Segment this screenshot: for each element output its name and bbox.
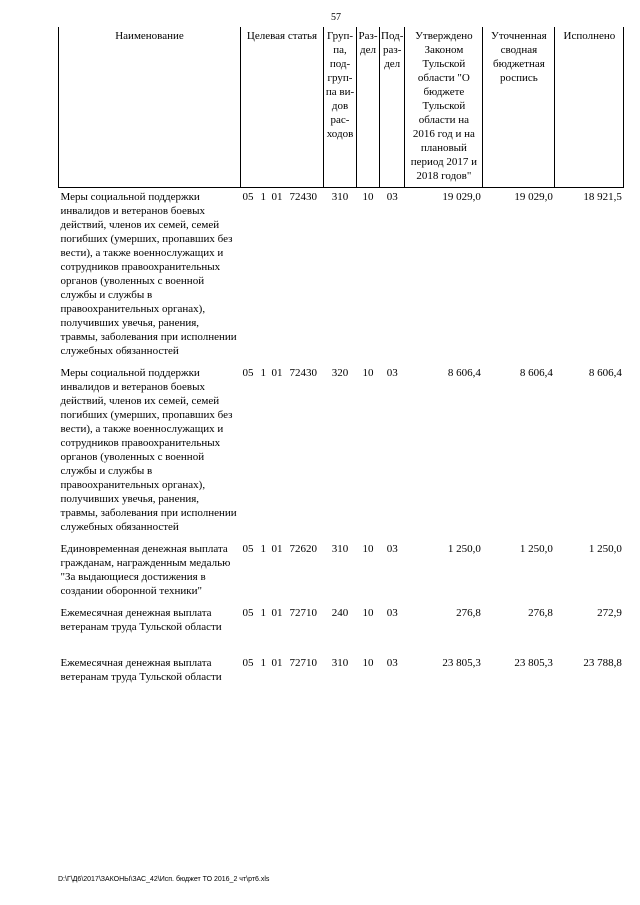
row-refined: 8 606,4: [519, 366, 553, 379]
row-subsection: 03: [386, 190, 398, 203]
row-target: [241, 364, 324, 540]
row-group: 240: [331, 606, 349, 619]
row-name: Меры социальной поддержки инвалидов и ветеранов боевых действий, членов их семей, семей погибших (умерших, пропавших без вести), а также военнослужащих и сотрудников правоохранительных органов (уволенных с военной службы и службы в правоохранительных органах), получивших увечья, ранения, травмы, заболевания при исполнении служебных обязанностей: [60, 366, 237, 533]
target-part: 1: [260, 542, 266, 555]
page-number: 57: [331, 12, 341, 23]
row-target: [241, 654, 324, 690]
header-section: Раз-дел: [357, 27, 380, 187]
row-approved: 19 029,0: [442, 190, 481, 203]
target-part: 1: [260, 366, 266, 379]
row-section: 10: [362, 190, 374, 203]
table-row: [59, 187, 624, 364]
row-target: [241, 540, 324, 604]
budget-table: [58, 27, 624, 690]
row-section: 10: [362, 606, 374, 619]
target-part: 72710: [289, 606, 317, 619]
target-part: 05: [242, 606, 254, 619]
row-name: Единовременная денежная выплата гражданам, награжденным медалью "За выдающиеся достижения в создании оборонной техники": [60, 542, 231, 597]
table-row: [59, 604, 624, 654]
row-name: Меры социальной поддержки инвалидов и ветеранов боевых действий, членов их семей, семей погибших (умерших, пропавших без вести), а также военнослужащих и сотрудников правоохранительных органов (уволенных с военной службы и службы в правоохранительных органах), получивших увечья, ранения, травмы, заболевания при исполнении служебных обязанностей: [60, 190, 237, 357]
row-executed: 18 921,5: [583, 190, 622, 203]
header-executed: Исполнено: [555, 27, 624, 187]
row-target: [241, 187, 324, 364]
row-subsection: 03: [386, 542, 398, 555]
row-group: 310: [331, 542, 349, 555]
target-part: 05: [242, 656, 254, 669]
target-part: 72430: [289, 366, 317, 379]
row-group: 310: [331, 190, 349, 203]
table-row: [59, 540, 624, 604]
row-executed: 272,9: [597, 606, 622, 619]
row-subsection: 03: [386, 656, 398, 669]
target-part: 01: [271, 190, 283, 203]
row-name: Ежемесячная денежная выплата ветеранам труда Тульской области: [60, 656, 222, 683]
row-group: 320: [331, 366, 349, 379]
row-executed: 8 606,4: [588, 366, 622, 379]
row-refined: 23 805,3: [514, 656, 553, 669]
row-subsection: 03: [386, 366, 398, 379]
row-approved: 276,8: [456, 606, 481, 619]
header-name: Наименование: [59, 27, 241, 187]
row-refined: 1 250,0: [519, 542, 553, 555]
target-part: 72710: [289, 656, 317, 669]
row-approved: 1 250,0: [447, 542, 481, 555]
target-part: 05: [242, 190, 254, 203]
row-executed: 1 250,0: [588, 542, 622, 555]
row-executed: 23 788,8: [583, 656, 622, 669]
table-header-row: [59, 27, 624, 187]
row-group: 310: [331, 656, 349, 669]
target-part: 05: [242, 366, 254, 379]
row-refined: 19 029,0: [514, 190, 553, 203]
row-target: [241, 604, 324, 654]
header-target: Целевая статья: [241, 27, 324, 187]
header-refined: Уточненная сводная бюджетная роспись: [483, 27, 555, 187]
target-part: 05: [242, 542, 254, 555]
row-section: 10: [362, 542, 374, 555]
target-part: 1: [260, 606, 266, 619]
row-approved: 23 805,3: [442, 656, 481, 669]
table-row: [59, 654, 624, 690]
target-part: 72620: [289, 542, 317, 555]
row-section: 10: [362, 656, 374, 669]
row-subsection: 03: [386, 606, 398, 619]
row-approved: 8 606,4: [447, 366, 481, 379]
footer-file-path: D:\Г\Д6\2017\ЗАКОНЫ\ЗАС_42\Исп. бюджет ТО 2016_2 чт\рт6.xls: [58, 876, 270, 883]
target-part: 1: [260, 656, 266, 669]
target-part: 01: [271, 366, 283, 379]
target-part: 72430: [289, 190, 317, 203]
target-part: 01: [271, 542, 283, 555]
target-part: 01: [271, 606, 283, 619]
header-group: Груп-па, под-груп-па ви-дов рас-ходов: [324, 27, 357, 187]
table-row: [59, 364, 624, 540]
target-part: 01: [271, 656, 283, 669]
header-subsection: Под-раз-дел: [380, 27, 405, 187]
row-name: Ежемесячная денежная выплата ветеранам труда Тульской области: [60, 606, 222, 633]
row-refined: 276,8: [528, 606, 553, 619]
target-part: 1: [260, 190, 266, 203]
row-section: 10: [362, 366, 374, 379]
header-approved: Утверждено Законом Тульской области "О бюджете Тульской области на 2016 год и на плановый период 2017 и 2018 годов": [405, 27, 483, 187]
